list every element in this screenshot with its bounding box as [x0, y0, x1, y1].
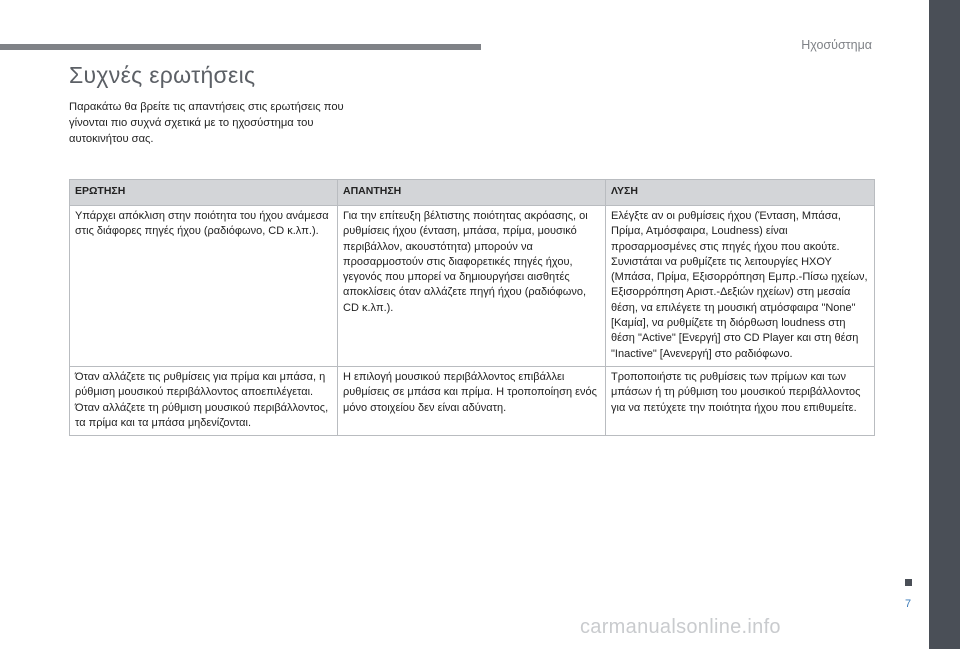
- answer-cell: Η επιλογή μουσικού περιβάλλοντος επιβάλλει ρυθμίσεις σε μπάσα και πρίμα. Η τροποποίηση ενός μόνο στοιχείου δεν είναι αδύνατη.: [338, 366, 606, 435]
- table-row: [70, 366, 875, 435]
- answer-cell: Για την επίτευξη βέλτιστης ποιότητας ακρόασης, οι ρυθμίσεις ήχου (ένταση, μπάσα, πρίμα, μουσικό περιβάλλον, ακουστότητα) μπορούν να προσαρμοστούν στις διαφορετικές πηγές ήχου, γεγονός που μπορεί να δημιουργήσει αισθητές αποκλίσεις όταν αλλάζετε πηγή ήχου (ραδιόφωνο, CD κ.λπ.).: [338, 206, 606, 367]
- column-header-question: ΕΡΩΤΗΣΗ: [70, 180, 338, 206]
- section-title: Ηχοσύστημα: [801, 38, 872, 52]
- table-header-row: [70, 180, 875, 206]
- column-header-answer: ΑΠΑΝΤΗΣΗ: [338, 180, 606, 206]
- page-marker-square: [905, 579, 912, 586]
- column-header-solution: ΛΥΣΗ: [606, 180, 875, 206]
- solution-cell: Ελέγξτε αν οι ρυθμίσεις ήχου (Ένταση, Μπάσα, Πρίμα, Ατμόσφαιρα, Loudness) είναι προσαρμοσμένες στις πηγές ήχου που ακούτε. Συνιστάται να ρυθμίζετε τις λειτουργίες ΗΧΟΥ (Μπάσα, Πρίμα, Εξισορρόπηση Εμπρ.-Πίσω ηχείων, Εξισορρόπηση Αριστ.-Δεξιών ηχείων) στη μεσαία θέση, να επιλέγετε τη μουσική ατμόσφαιρα "None" [Καμία], να ρυθμίζετε τη διόρθωση loudness στη θέση "Active" [Ενεργή] στο CD Player και στη θέση "Inactive" [Ανενεργή] στο ραδιόφωνο.: [606, 206, 875, 367]
- right-side-rail: [929, 0, 960, 649]
- intro-paragraph: Παρακάτω θα βρείτε τις απαντήσεις στις ερωτήσεις που γίνονται πιο συχνά σχετικά με το ηχοσύστημα του αυτοκινήτου σας.: [69, 101, 344, 145]
- question-cell: Όταν αλλάζετε τις ρυθμίσεις για πρίμα και μπάσα, η ρύθμιση μουσικού περιβάλλοντος αποεπιλέγεται. Όταν αλλάζετε τη ρύθμιση μουσικού περιβάλλοντος, τα πρίμα και τα μπάσα μηδενίζονται.: [70, 366, 338, 435]
- top-accent-bar: [0, 44, 481, 50]
- solution-cell: Τροποποιήστε τις ρυθμίσεις των πρίμων και των μπάσων ή τη ρύθμιση του μουσικού περιβάλλοντος για να πετύχετε την ποιότητα ήχου που επιθυμείτε.: [606, 366, 875, 435]
- watermark: carmanualsonline.info: [580, 616, 781, 638]
- question-cell: Υπάρχει απόκλιση στην ποιότητα του ήχου ανάμεσα στις διάφορες πηγές ήχου (ραδιόφωνο, CD κ.λπ.).: [70, 206, 338, 367]
- page-number: 7: [904, 598, 912, 610]
- page-title: Συχνές ερωτήσεις: [69, 62, 256, 88]
- faq-table: [69, 179, 875, 436]
- table-row: [70, 206, 875, 367]
